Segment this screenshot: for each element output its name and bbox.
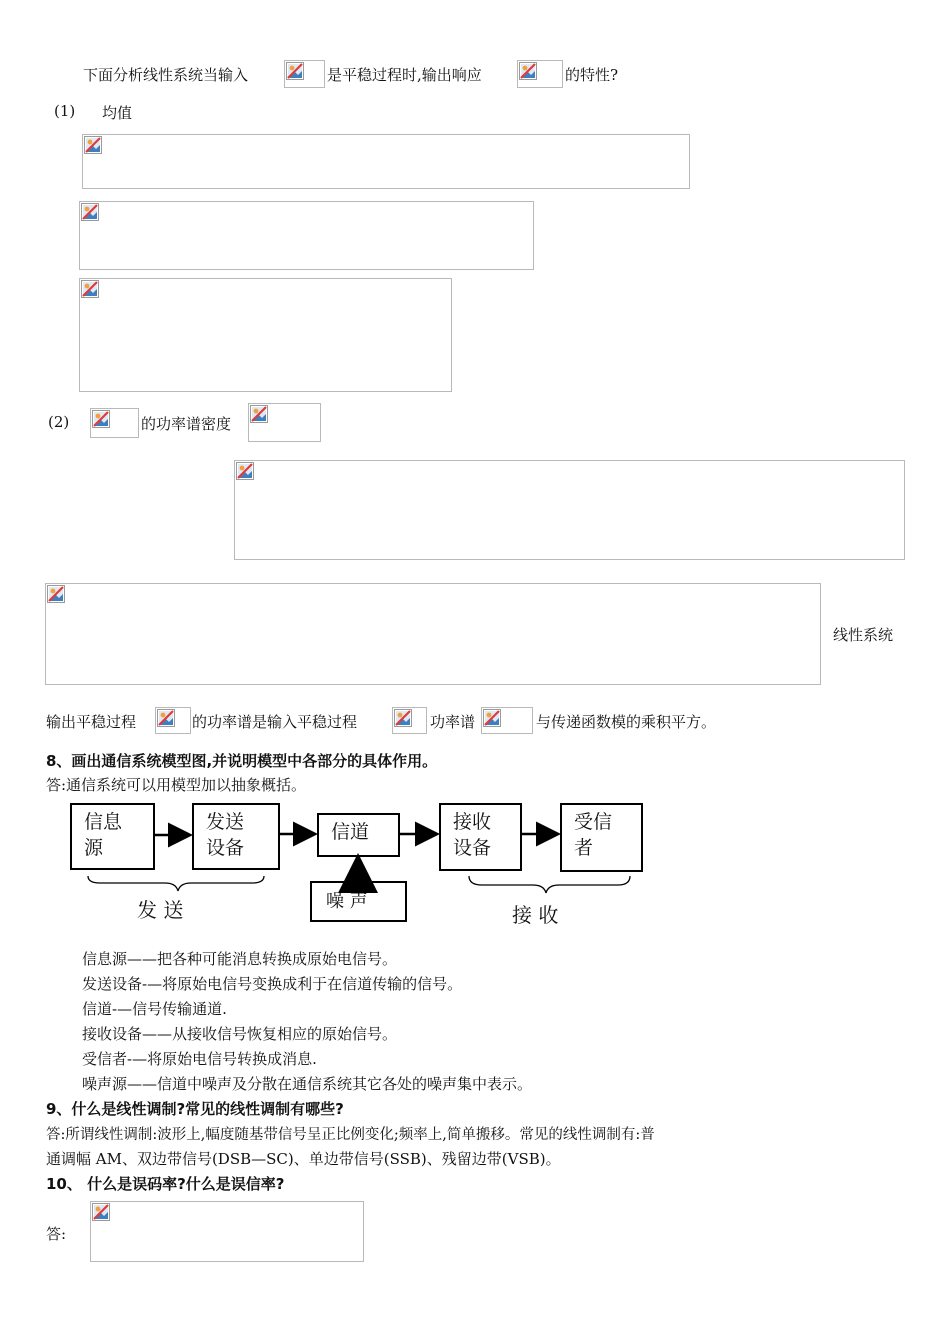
brace-send-icon bbox=[88, 876, 264, 891]
formula-image bbox=[284, 60, 325, 88]
formula-image bbox=[79, 278, 452, 392]
formula-image bbox=[90, 408, 139, 438]
formula-image bbox=[90, 1201, 364, 1262]
formula-image bbox=[248, 403, 321, 442]
box-line: 受信 bbox=[574, 811, 613, 833]
q10-answer-label: 答: bbox=[46, 1225, 67, 1243]
definition-line: 信息源——把各种可能消息转换成原始电信号。 bbox=[82, 950, 398, 968]
broken-image-icon bbox=[483, 709, 501, 727]
definition-line: 受信者-—将原始电信号转换成消息. bbox=[82, 1050, 317, 1068]
broken-image-icon bbox=[250, 405, 268, 423]
broken-image-icon bbox=[157, 709, 175, 727]
q9-answer-line: 答:所谓线性调制:波形上,幅度随基带信号呈正比例变化;频率上,简单搬移。常见的线性调制有:普 bbox=[46, 1127, 655, 1143]
q8-answer-intro: 答:通信系统可以用模型加以抽象概括。 bbox=[46, 776, 307, 794]
formula-image bbox=[392, 707, 427, 734]
broken-image-icon bbox=[519, 62, 537, 80]
broken-image-icon bbox=[84, 136, 102, 154]
box-line: 设备 bbox=[453, 837, 492, 859]
broken-image-icon bbox=[286, 62, 304, 80]
brace-receive-icon bbox=[469, 876, 630, 893]
formula-image bbox=[45, 583, 821, 685]
box-line: 发送 bbox=[206, 811, 245, 833]
linear-system-label: 线性系统 bbox=[833, 626, 894, 644]
box-line: 接收 bbox=[453, 811, 492, 833]
definition-line: 发送设备-—将原始电信号变换成利于在信道传输的信号。 bbox=[82, 975, 463, 993]
q9-answer-line: 通调幅 AM、双边带信号(DSB—SC)、单边带信号(SSB)、残留边带(VSB)。 bbox=[46, 1150, 561, 1168]
output-psd-text-1: 输出平稳过程 bbox=[46, 713, 137, 731]
formula-image bbox=[155, 707, 191, 734]
section2-title: 的功率谱密度 bbox=[141, 415, 232, 433]
box-line: 源 bbox=[84, 837, 104, 859]
q9-title: 9、什么是线性调制?常见的线性调制有哪些? bbox=[46, 1100, 344, 1118]
broken-image-icon bbox=[92, 1203, 110, 1221]
q10-title: 10、 什么是误码率?什么是误信率? bbox=[46, 1175, 285, 1193]
receive-group-label: 接 收 bbox=[512, 903, 559, 927]
formula-image bbox=[82, 134, 690, 189]
box-line: 信息 bbox=[84, 811, 123, 833]
section1-title: 均值 bbox=[102, 104, 133, 122]
output-psd-text-4: 与传递函数模的乘积平方。 bbox=[536, 713, 717, 731]
box-line: 者 bbox=[574, 837, 594, 859]
section2-label: (2) bbox=[48, 413, 70, 431]
output-psd-text-2: 的功率谱是输入平稳过程 bbox=[192, 713, 358, 731]
broken-image-icon bbox=[81, 280, 99, 298]
broken-image-icon bbox=[394, 709, 412, 727]
box-line: 信道 bbox=[331, 821, 370, 843]
intro-text-1: 下面分析线性系统当输入 bbox=[83, 66, 249, 84]
formula-image bbox=[517, 60, 563, 88]
definition-line: 接收设备——从接收信号恢复相应的原始信号。 bbox=[82, 1025, 398, 1043]
diagram-connectors bbox=[0, 790, 700, 930]
formula-image bbox=[79, 201, 534, 270]
broken-image-icon bbox=[92, 410, 110, 428]
broken-image-icon bbox=[236, 462, 254, 480]
send-group-label: 发 送 bbox=[137, 898, 184, 922]
definition-line: 信道-—信号传输通道. bbox=[82, 1000, 227, 1018]
box-line: 设备 bbox=[206, 837, 245, 859]
intro-text-2: 是平稳过程时,输出响应 bbox=[327, 66, 482, 84]
definition-line: 噪声源——信道中噪声及分散在通信系统其它各处的噪声集中表示。 bbox=[82, 1075, 533, 1093]
broken-image-icon bbox=[47, 585, 65, 603]
formula-image bbox=[481, 707, 533, 734]
q8-title: 8、画出通信系统模型图,并说明模型中各部分的具体作用。 bbox=[46, 752, 438, 770]
intro-text-3: 的特性? bbox=[565, 66, 619, 84]
section1-label: (1) bbox=[54, 102, 76, 120]
output-psd-text-3: 功率谱 bbox=[430, 713, 476, 731]
formula-image bbox=[234, 460, 905, 560]
broken-image-icon bbox=[81, 203, 99, 221]
noise-label: 噪 声 bbox=[326, 891, 368, 912]
